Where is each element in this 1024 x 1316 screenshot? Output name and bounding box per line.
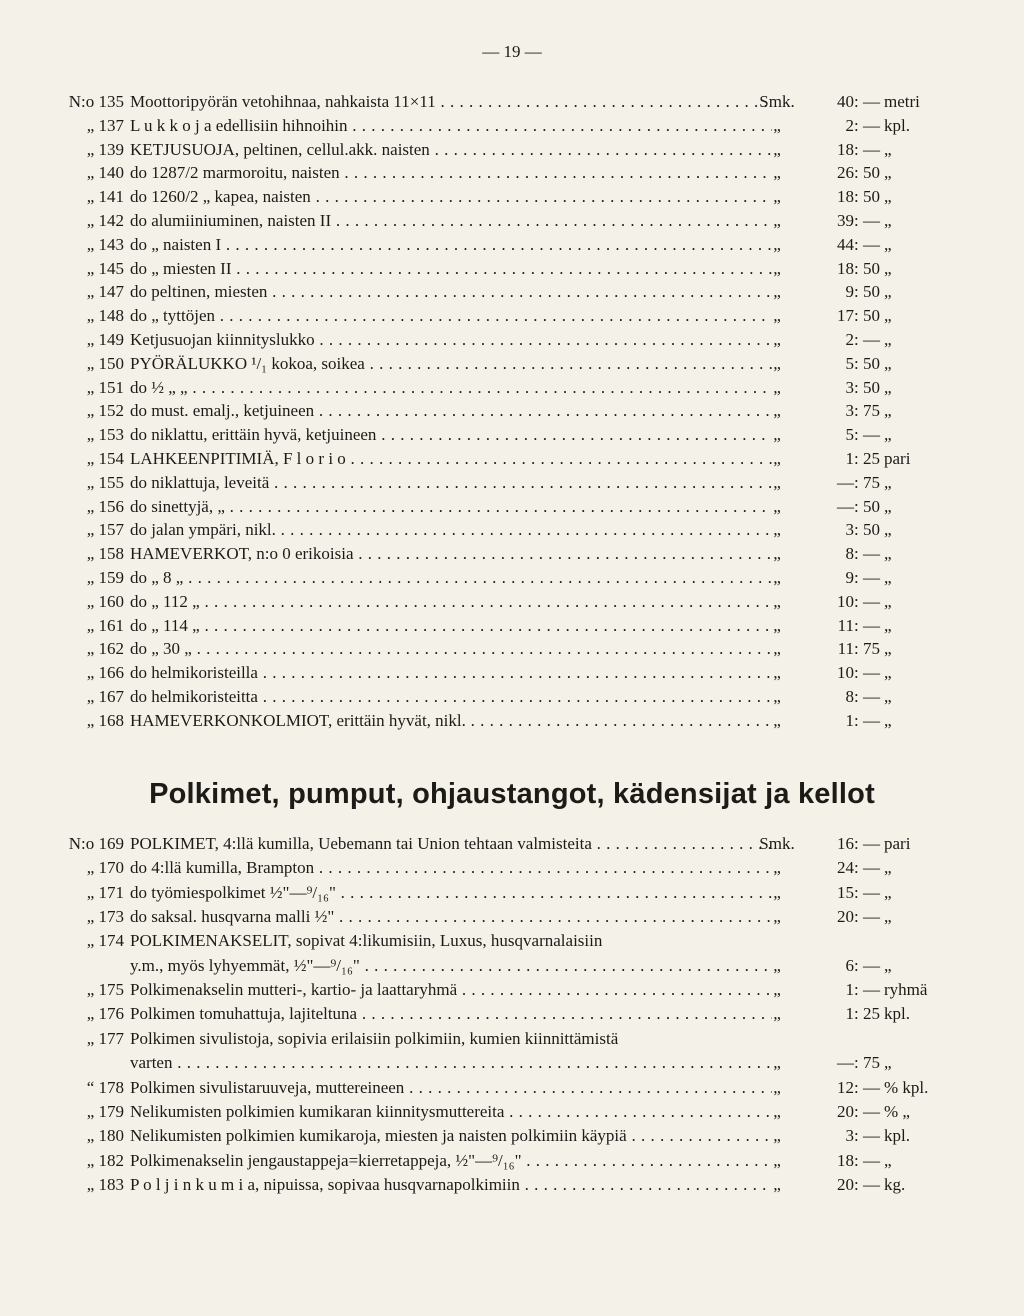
list-item — [0, 881, 1024, 905]
item-description: Polkimenakselin jengaustappeja=kierretappeja, ½"—⁹/₁₆" . . . — [130, 1149, 772, 1173]
item-number: „ 179 — [86, 1101, 124, 1121]
price: 15: — — [837, 882, 880, 902]
currency: „ — [773, 282, 781, 302]
list-item — [0, 328, 1024, 352]
list-item — [0, 542, 1024, 566]
price: 2: — — [845, 330, 880, 349]
currency: „ — [773, 1053, 781, 1073]
item-description: Polkimenakselin mutteri-, kartio- ja laattaryhmä . . . — [130, 978, 772, 1002]
list-item — [0, 661, 1024, 685]
item-number: „ 166 — [86, 663, 124, 683]
item-number: „ 152 — [86, 401, 124, 421]
item-description: do „ 114 „ . . . — [130, 614, 772, 638]
item-number: „ 175 — [86, 980, 124, 1000]
item-description: Nelikumisten polkimien kumikaran kiinnitysmuttereita . . . — [130, 1100, 772, 1124]
currency: „ — [773, 882, 781, 902]
item-number: „ 150 — [86, 353, 124, 373]
currency: „ — [773, 710, 781, 730]
currency: „ — [773, 980, 781, 1000]
page-number: — 19 — — [482, 42, 542, 61]
price: 9: — — [845, 568, 880, 587]
list-item — [0, 209, 1024, 233]
price: 3: 50 — [845, 520, 880, 540]
unit: „ — [884, 282, 892, 302]
price: 3: — — [845, 1126, 880, 1146]
currency: „ — [773, 472, 781, 492]
list-item — [0, 138, 1024, 162]
price: 20: — — [837, 1174, 880, 1194]
item-description: Moottoripyörän vetohihnaa, nahkaista 11×11 . . . — [130, 90, 772, 114]
item-description: POLKIMENAKSELIT, sopivat 4:likumisiin, Luxus, husqvarnalaisiin — [130, 931, 603, 951]
list-item — [0, 376, 1024, 400]
item-description: do must. emalj., ketjuineen . . . — [130, 399, 772, 423]
unit: pari — [884, 834, 911, 853]
unit: % kpl. — [884, 1077, 929, 1097]
item-description: L u k k o j a edellisiin hihnoihin . . . — [130, 114, 772, 138]
unit: „ — [884, 163, 892, 183]
list-item — [0, 352, 1024, 376]
item-number: „ 145 — [86, 258, 124, 278]
price: 18: — — [837, 1150, 880, 1170]
currency: „ — [773, 115, 781, 135]
list-item — [0, 447, 1024, 471]
item-number: „ 173 — [86, 907, 124, 927]
item-description: LAHKEENPITIMIÄ, F l o r i o . . . — [130, 447, 772, 471]
list-item — [0, 832, 1024, 856]
unit: „ — [884, 520, 892, 540]
currency: „ — [773, 907, 781, 927]
list-item — [0, 1173, 1024, 1197]
item-number: „ 153 — [86, 425, 124, 445]
item-description: do ½ „ „ . . . — [130, 376, 772, 400]
unit: kg. — [884, 1174, 906, 1194]
item-description: do „ miesten II . . . — [130, 257, 772, 281]
unit: kpl. — [884, 1126, 910, 1146]
item-description: do „ tyttöjen . . . — [130, 304, 772, 328]
item-number: „ 157 — [86, 520, 124, 540]
item-number: “ 178 — [86, 1077, 124, 1097]
item-description: varten . . . — [130, 1051, 772, 1075]
price: 10: — — [837, 591, 880, 611]
unit: „ — [884, 663, 892, 683]
currency: „ — [773, 330, 781, 349]
currency: „ — [773, 591, 781, 611]
currency: Smk. — [759, 834, 795, 853]
list-item — [0, 518, 1024, 542]
item-number: „ 177 — [86, 1028, 124, 1048]
price: 5: — — [845, 425, 880, 445]
currency: „ — [773, 234, 781, 254]
price: 3: 50 — [845, 377, 880, 397]
item-number: „ 167 — [86, 687, 124, 706]
currency: „ — [773, 163, 781, 183]
unit: „ — [884, 907, 892, 927]
item-description: Ketjusuojan kiinnityslukko . . . — [130, 328, 772, 352]
price: 11: 75 — [837, 639, 880, 659]
currency: „ — [773, 187, 781, 207]
item-description: do sinettyjä, „ . . . — [130, 495, 772, 519]
currency: „ — [773, 858, 781, 878]
price: 39: — — [837, 211, 880, 230]
item-number: „ 170 — [86, 858, 124, 878]
item-description: HAMEVERKONKOLMIOT, erittäin hyvät, nikl. . . . — [130, 709, 772, 733]
item-number: „ 183 — [86, 1174, 124, 1194]
price: —: 75 — [837, 472, 880, 492]
unit: „ — [884, 472, 892, 492]
item-description: do 1287/2 marmoroitu, naisten . . . — [130, 161, 772, 185]
item-description: Nelikumisten polkimien kumikaroja, miesten ja naisten polkimiin käypiä . . . — [130, 1124, 772, 1148]
price: 17: 50 — [837, 306, 880, 326]
item-description: do „ 112 „ . . . — [130, 590, 772, 614]
item-description: do „ 30 „ . . . — [130, 637, 772, 661]
list-item — [0, 637, 1024, 661]
item-number: N:o 135 — [68, 92, 124, 111]
unit: „ — [884, 687, 892, 706]
price: 9: 50 — [845, 282, 880, 302]
unit: ryhmä — [884, 980, 928, 1000]
section-title: Polkimet, pumput, ohjaustangot, kädensijat ja kellot — [149, 778, 875, 810]
item-description: do niklattuja, leveitä . . . — [130, 471, 772, 495]
item-number: „ 143 — [86, 234, 124, 254]
unit: „ — [884, 710, 892, 730]
price: 16: — — [837, 834, 880, 853]
currency: „ — [773, 1174, 781, 1194]
item-number: „ 158 — [86, 544, 124, 564]
unit: „ — [884, 568, 892, 587]
unit: „ — [884, 615, 892, 635]
unit: „ — [884, 306, 892, 326]
currency: Smk. — [759, 92, 795, 111]
list-item — [0, 114, 1024, 138]
list-item — [0, 954, 1024, 978]
currency: „ — [773, 353, 781, 373]
price: 2: — — [845, 115, 880, 135]
item-number: „ 148 — [86, 306, 124, 326]
item-number: „ 176 — [86, 1004, 124, 1024]
item-description: P o l j i n k u m i a, nipuissa, sopivaa husqvarnapolkimiin . . . — [130, 1173, 772, 1197]
unit: „ — [884, 882, 892, 902]
item-number: „ 142 — [86, 211, 124, 230]
unit: „ — [884, 639, 892, 659]
price: 11: — — [837, 615, 880, 635]
unit: „ — [884, 591, 892, 611]
currency: „ — [773, 1077, 781, 1097]
item-number: „ 149 — [86, 330, 124, 349]
item-description: Polkimen sivulistaruuveja, muttereineen . . . — [130, 1076, 772, 1100]
price: 40: — — [837, 92, 880, 111]
item-number: „ 168 — [86, 710, 124, 730]
item-description: do „ naisten I . . . — [130, 233, 772, 257]
price: 3: 75 — [845, 401, 880, 421]
item-number: „ 139 — [86, 139, 124, 159]
list-item — [0, 614, 1024, 638]
list-item — [0, 1149, 1024, 1173]
item-number: N:o 169 — [68, 834, 124, 853]
currency: „ — [773, 687, 781, 706]
unit: „ — [884, 234, 892, 254]
unit: „ — [884, 353, 892, 373]
list-item — [0, 233, 1024, 257]
list-item — [0, 495, 1024, 519]
item-number: „ 156 — [86, 496, 124, 516]
item-description: do helmikoristeilla . . . — [130, 661, 772, 685]
currency: „ — [773, 449, 781, 468]
unit: „ — [884, 858, 892, 878]
price: 1: 25 — [845, 1004, 880, 1024]
currency: „ — [773, 496, 781, 516]
currency: „ — [773, 663, 781, 683]
list-item — [0, 978, 1024, 1002]
item-number: „ 151 — [86, 377, 124, 397]
price: 8: — — [845, 544, 880, 564]
currency: „ — [773, 955, 781, 975]
price: 44: — — [837, 234, 880, 254]
currency: „ — [773, 568, 781, 587]
currency: „ — [773, 306, 781, 326]
list-item — [0, 399, 1024, 423]
currency: „ — [773, 639, 781, 659]
unit: „ — [884, 425, 892, 445]
price: 18: 50 — [837, 258, 880, 278]
price: 8: — — [845, 687, 880, 706]
list-item — [0, 257, 1024, 281]
currency: „ — [773, 139, 781, 159]
list-item — [0, 161, 1024, 185]
currency: „ — [773, 615, 781, 635]
price: 10: — — [837, 663, 880, 683]
unit: metri — [884, 92, 920, 111]
unit: „ — [884, 139, 892, 159]
price: 24: — — [837, 858, 880, 878]
currency: „ — [773, 377, 781, 397]
list-item — [0, 685, 1024, 709]
item-number: „ 147 — [86, 282, 124, 302]
price: 20: — — [837, 907, 880, 927]
item-number: „ 180 — [86, 1126, 124, 1146]
item-number: „ 155 — [86, 472, 124, 492]
price: 12: — — [837, 1077, 880, 1097]
price: 1: 25 — [845, 449, 880, 468]
item-description: PYÖRÄLUKKO ¹/₁ kokoa, soikea . . . — [130, 352, 772, 376]
list-item — [0, 1124, 1024, 1148]
item-description: do niklattu, erittäin hyvä, ketjuineen . . . — [130, 423, 772, 447]
item-description: KETJUSUOJA, peltinen, cellul.akk. naisten . . . — [130, 138, 772, 162]
price: 20: — — [837, 1101, 880, 1121]
list-item — [0, 905, 1024, 929]
list-item — [0, 590, 1024, 614]
item-number: „ 161 — [86, 615, 124, 635]
currency: „ — [773, 211, 781, 230]
currency: „ — [773, 1150, 781, 1170]
item-description: do jalan ympäri, nikl. . . . — [130, 518, 772, 542]
currency: „ — [773, 1126, 781, 1146]
item-description: y.m., myös lyhyemmät, ½"—⁹/₁₆" . . . — [130, 954, 772, 978]
unit: „ — [884, 330, 892, 349]
unit: pari — [884, 449, 911, 468]
list-item — [0, 566, 1024, 590]
unit: „ — [884, 258, 892, 278]
currency: „ — [773, 401, 781, 421]
price: 18: — — [837, 139, 880, 159]
item-number: „ 171 — [86, 882, 124, 902]
list-item — [0, 1100, 1024, 1124]
item-description: do „ 8 „ . . . — [130, 566, 772, 590]
unit: „ — [884, 1053, 892, 1073]
item-number: „ 162 — [86, 639, 124, 659]
item-number: „ 174 — [86, 931, 124, 951]
item-description: do alumiiniuminen, naisten II . . . — [130, 209, 772, 233]
price: —: 50 — [837, 496, 880, 516]
price: 26: 50 — [837, 163, 880, 183]
item-description: do saksal. husqvarna malli ½" . . . — [130, 905, 772, 929]
item-description: do peltinen, miesten . . . — [130, 280, 772, 304]
unit: kpl. — [884, 115, 910, 135]
unit: „ — [884, 955, 892, 975]
item-number: „ 137 — [86, 115, 124, 135]
item-description: do työmiespolkimet ½"—⁹/₁₆" . . . — [130, 881, 772, 905]
list-item — [0, 185, 1024, 209]
currency: „ — [773, 1004, 781, 1024]
item-description: Polkimen sivulistoja, sopivia erilaisiin polkimiin, kumien kiinnittämistä — [130, 1028, 619, 1048]
item-description: POLKIMET, 4:llä kumilla, Uebemann tai Union tehtaan valmisteita . . . — [130, 832, 772, 856]
item-description: do helmikoristeitta . . . — [130, 685, 772, 709]
item-description: do 4:llä kumilla, Brampton . . . — [130, 856, 772, 880]
price: 1: — — [845, 980, 880, 1000]
list-item — [0, 709, 1024, 733]
price: 18: 50 — [837, 187, 880, 207]
unit: „ — [884, 211, 892, 230]
item-description: HAMEVERKOT, n:o 0 erikoisia . . . — [130, 542, 772, 566]
currency: „ — [773, 544, 781, 564]
list-item — [0, 1002, 1024, 1026]
list-item — [0, 929, 1024, 953]
price: 1: — — [845, 710, 880, 730]
item-number: „ 159 — [86, 568, 124, 587]
currency: „ — [773, 1101, 781, 1121]
item-number: „ 160 — [86, 591, 124, 611]
unit: „ — [884, 544, 892, 564]
item-number: „ 140 — [86, 163, 124, 183]
list-item — [0, 280, 1024, 304]
price: 6: — — [845, 955, 880, 975]
list-item — [0, 304, 1024, 328]
list-item — [0, 1027, 1024, 1051]
list-item — [0, 1051, 1024, 1075]
list-item — [0, 471, 1024, 495]
list-item — [0, 1076, 1024, 1100]
list-item — [0, 423, 1024, 447]
price: —: 75 — [837, 1053, 880, 1073]
unit: kpl. — [884, 1004, 910, 1024]
item-number: „ 154 — [86, 449, 124, 468]
currency: „ — [773, 258, 781, 278]
unit: % „ — [884, 1101, 910, 1121]
item-number: „ 182 — [86, 1150, 124, 1170]
item-number: „ 141 — [86, 187, 124, 207]
unit: „ — [884, 496, 892, 516]
unit: „ — [884, 401, 892, 421]
item-description: do 1260/2 „ kapea, naisten . . . — [130, 185, 772, 209]
unit: „ — [884, 1150, 892, 1170]
unit: „ — [884, 377, 892, 397]
unit: „ — [884, 187, 892, 207]
item-description: Polkimen tomuhattuja, lajiteltuna . . . — [130, 1002, 772, 1026]
currency: „ — [773, 425, 781, 445]
currency: „ — [773, 520, 781, 540]
list-item — [0, 856, 1024, 880]
price: 5: 50 — [845, 353, 880, 373]
list-item — [0, 90, 1024, 114]
